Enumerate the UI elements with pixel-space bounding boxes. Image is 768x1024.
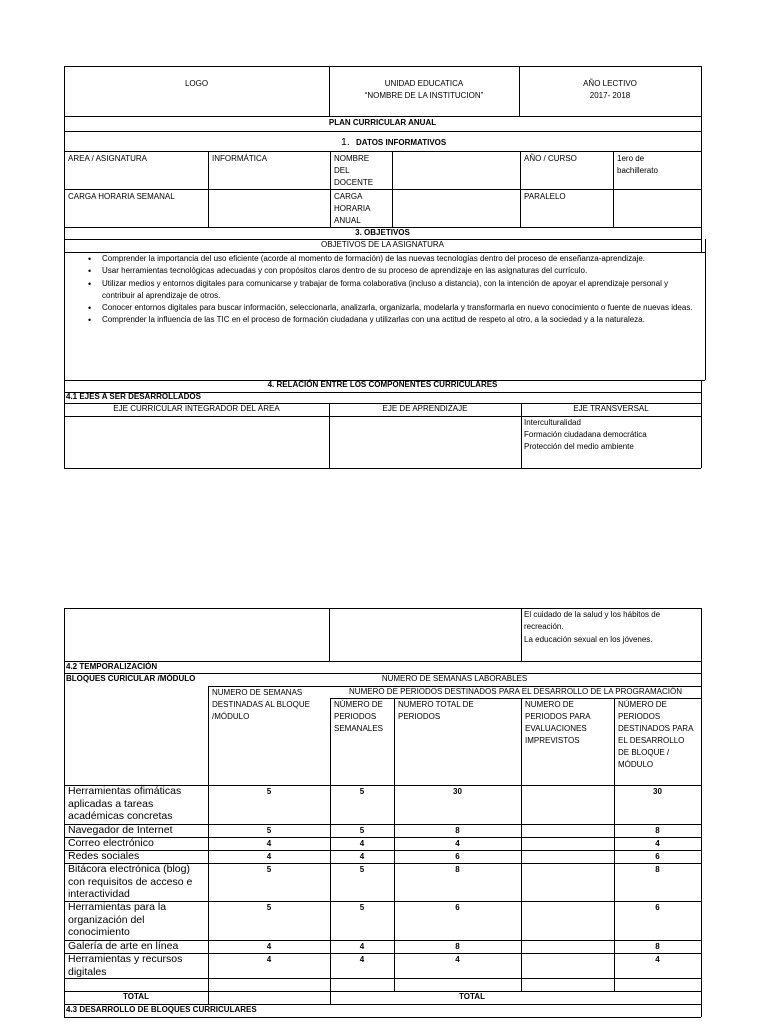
total-periodos-value: 6: [455, 903, 460, 912]
periodos-desarrollo-header: NÚMERO DE PERIODOS DESTINADOS PARA EL DESARROLLO DE BLOQUE / MÓDULO: [618, 700, 693, 769]
total-periodos-value: 8: [455, 826, 460, 835]
institution-type: UNIDAD EDUCATICA: [384, 79, 464, 88]
total-label: TOTAL: [123, 992, 149, 1001]
section-1-title: DATOS INFORMATIVOS: [356, 138, 447, 147]
total-periodos-value: 30: [453, 787, 462, 796]
plan-title: PLAN CURRICULAR ANUAL: [328, 118, 437, 127]
semanas-value: 5: [266, 787, 272, 796]
desarrollo-value: 4: [655, 955, 660, 964]
carga-anual-label: CARGA HORARIA ANUAL: [334, 192, 371, 225]
bloque-name: Bitácora electrónica (blog) con requisitos de acceso e interactividad: [68, 863, 193, 900]
bloque-name: Herramientas ofimáticas aplicadas a tareas académicas concretas: [68, 785, 182, 822]
area-value: INFORMÁTICA: [212, 154, 268, 163]
total-periodos-value: 4: [455, 839, 460, 848]
periodos-semanales-header: NÚMERO DE PERIODOS SEMANALES: [334, 700, 383, 733]
bloques-header: BLOQUES CURICULAR /MÓDULO: [66, 674, 196, 683]
total-periodos-value: 4: [455, 955, 460, 964]
semanas-value: 5: [266, 826, 272, 835]
semanas-value: 5: [266, 865, 272, 874]
total-periodos-value: 8: [455, 865, 460, 874]
transversal-cont-item: El cuidado de la salud y los hábitos de recreación.: [524, 610, 661, 631]
transversal-cont-item: La educación sexual en los jóvenes.: [524, 635, 653, 644]
periodos-total-header: NUMERO TOTAL DE PERIODOS: [398, 700, 474, 721]
eje-aprendizaje-header: EJE DE APRENDIZAJE: [382, 404, 468, 413]
bloque-name: Herramientas para la organización del conocimiento: [68, 901, 167, 938]
logo-placeholder: LOGO: [184, 79, 209, 88]
transversal-item: Protección del medio ambiente: [524, 442, 634, 451]
area-label: AREA / ASIGNATURA: [68, 154, 147, 163]
objective-item: • Comprender la influencia de las TIC en el proceso de formación ciudadana y utilizarlas con una actitud de respeto al otro, a la sociedad y a la naturaleza.: [66, 314, 696, 326]
docente-label: NOMBRE DEL DOCENTE: [334, 154, 374, 187]
curso-value: 1ero de bachillerato: [617, 154, 658, 175]
transversal-item: Formación ciudadana democrática: [524, 430, 647, 439]
periodos-header: NUMERO DE PERIODOS DESTINADOS PARA EL DESARROLLO DE LA PROGRAMACIÓN: [349, 687, 682, 696]
section-1-heading: [341, 136, 446, 149]
total-label-periodos: TOTAL: [459, 992, 485, 1001]
school-year-value: 2017- 2018: [589, 91, 631, 100]
desarrollo-value: 8: [655, 826, 660, 835]
transversal-item: Interculturalidad: [524, 418, 581, 427]
semanas-laborables-header: NUMERO DE SEMANAS LABORABLES: [381, 674, 528, 683]
paralelo-label: PARALELO: [524, 192, 566, 201]
eje-curricular-header: EJE CURRICULAR INTEGRADOR DEL ÁREA: [113, 404, 280, 413]
desarrollo-value: 4: [655, 839, 660, 848]
objective-item: • Comprender la importancia del uso eficiente (acorde al momento de formación) de las nuevas tecnologías dentro del proceso de enseñanza-aprendizaje.: [66, 253, 696, 265]
desarrollo-value: 6: [655, 903, 660, 912]
semanas-value: 4: [266, 839, 272, 848]
institution-name: “NOMBRE DE LA INSTITUCION”: [364, 91, 484, 100]
objectives-list: [66, 253, 696, 327]
bloque-name: Herramientas y recursos digitales: [68, 953, 183, 978]
school-year-label: AÑO LECTIVO: [583, 79, 637, 88]
carga-semanal-label: CARGA HORARIA SEMANAL: [68, 192, 175, 201]
objetivos-subtitle: OBJETIVOS DE LA ASIGNATURA: [321, 240, 444, 249]
eje-transversal-header: EJE TRANSVERSAL: [573, 404, 649, 413]
ejes-title: 4.1 EJES A SER DESARROLLADOS: [66, 392, 201, 401]
semanales-value: 4: [359, 852, 365, 861]
desarrollo-bloques-title: 4.3 DESARROLLO DE BLOQUES CURRICULARES: [66, 1005, 257, 1014]
section-3-title: 3. OBJETIVOS: [355, 228, 410, 237]
periodos-imprevistos-header: NUMERO DE PERIODOS PARA EVALUACIONES IMPREVISTOS: [525, 700, 591, 745]
bloque-name: Navegador de Internet: [68, 824, 173, 836]
section-1-number: 1.: [341, 136, 350, 148]
desarrollo-value: 8: [655, 942, 660, 951]
bloque-name: Redes sociales: [68, 850, 140, 862]
semanales-value: 5: [359, 903, 365, 912]
bloque-name: Correo electrónico: [68, 837, 154, 849]
bloque-name: Galería de arte en línea: [68, 940, 179, 952]
objective-item: • Conocer entornos digitales para buscar información, seleccionarla, analizarla, organizarla, modelarla y transformarla en nuevo conocimiento o fuente de nuevas ideas.: [66, 302, 696, 314]
semanales-value: 4: [359, 955, 365, 964]
total-periodos-value: 8: [455, 942, 460, 951]
semanas-value: 4: [266, 955, 272, 964]
semanales-value: 4: [359, 942, 365, 951]
semanales-value: 5: [359, 826, 365, 835]
semanas-bloque-header: NUMERO DE SEMANAS DESTINADAS AL BLOQUE /MÓDULO: [212, 688, 310, 721]
semanales-value: 5: [359, 787, 365, 796]
desarrollo-value: 30: [653, 787, 662, 796]
semanas-value: 4: [266, 942, 272, 951]
semanas-value: 4: [266, 852, 272, 861]
temporalizacion-title: 4.2 TEMPORALIZACIÓN: [66, 662, 158, 671]
curso-label: AÑO / CURSO: [524, 154, 577, 163]
section-4-title: 4. RELACIÓN ENTRE LOS COMPONENTES CURRICULARES: [267, 380, 498, 389]
total-periodos-value: 6: [455, 852, 460, 861]
semanas-value: 5: [266, 903, 272, 912]
desarrollo-value: 6: [655, 852, 660, 861]
objective-item: • Utilizar medios y entornos digitales para comunicarse y trabajar de forma colaborativa (incluso a distancia), con la intención de apoyar el aprendizaje personal y contribuir al aprendizaje de otros.: [66, 278, 696, 303]
semanales-value: 4: [359, 839, 365, 848]
desarrollo-value: 8: [655, 865, 660, 874]
objective-item: • Usar herramientas tecnológicas adecuadas y con propósitos claros dentro de su proceso de aprendizaje en las asignaturas del currículo.: [66, 265, 696, 277]
semanales-value: 5: [359, 865, 365, 874]
